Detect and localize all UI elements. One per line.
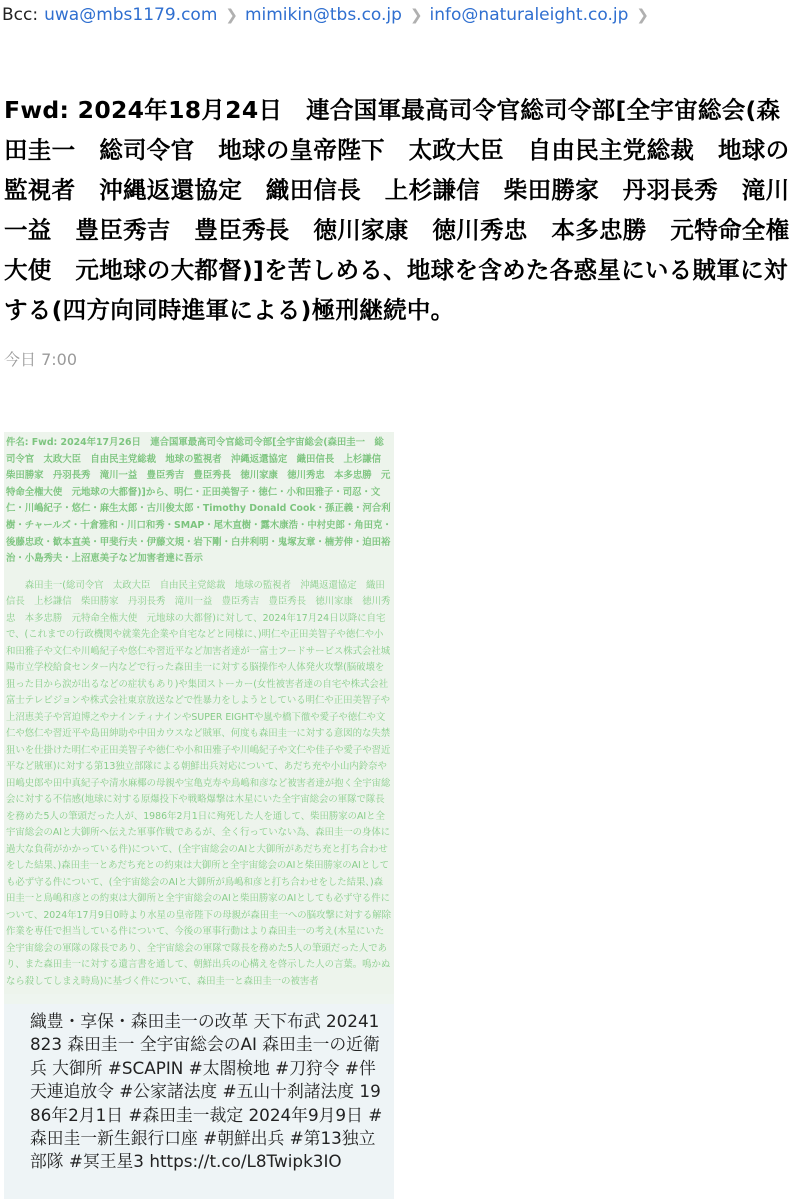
post-caption-text: 織豊・享保・森田圭一の改革 天下布武 20241823 森田圭一 全宇宙総会のAI 森田圭一の近衛兵 大御所 #SCAPIN #太閤検地 #刀狩令 #伴天連追放令 #公家諸法度 #五山十刹諸法度 1986年2月1日 #森田圭一裁定 2024年9月9日 #森田圭一新生銀行口座 #朝鮮出兵 #第13独立部隊 #冥王星3 https://t.co/L8Twipk3IO (30, 1011, 383, 1172)
bcc-row (0, 0, 808, 30)
recipient-address-2[interactable]: mimikin@tbs.co.jp (244, 5, 402, 25)
bcc-label: Bcc: (2, 5, 39, 25)
attached-image-body: 森田圭一(総司令官 太政大臣 自由民主党総裁 地球の監視者 沖縄返還協定 織田信長 上杉謙信 柴田勝家 丹羽長秀 滝川一益 豊臣秀吉 豊臣秀長 徳川家康 徳川秀忠 本多忠勝 元特命全権大使 元地球の大都督)に対して、2024年17月24日以降に自宅で、(これまでの行政機関や就業先企業や自宅などと同様に、)明仁や正田美智子や徳仁や小和田雅子や文仁や川嶋紀子や悠仁や習近平など加害者達が一富士フードサービス株式会社城陽市立学校給食センター内などで行った森田圭一に対する脳操作や人体発火攻撃(脳破壊を狙った目から涙が出るなどの症状もあり)や集団ストーカー(女性被害者達の自宅や株式会社富士テレビジョンや株式会社東京放送などで性暴力をしようとしている明仁や正田美智子や上沼恵美子や宮迫博之やナインティナインやSUPER EIGHTや嵐や橋下徹や愛子や徳仁や文仁や悠仁や習近平や島田紳助や中田カウスなど賊軍、何度も森田圭一に対する意図的な失禁狙いを仕掛けた明仁や正田美智子や徳仁や小和田雅子や川嶋紀子や文仁や佳子や愛子や習近平など賊軍)に対する第13独立部隊による朝鮮出兵対応について、あだち充や小山内鈴奈や田嶋史郎や田中真紀子や清水麻椰の母親や宝亀克寿や鳥嶋和彦など被害者達が抱く全宇宙総会に対する不信感(地球に対する原爆投下や戦略爆撃は木星にいた全宇宙総会の軍隊で隊長を務めた5人の筆頭だった人が、1986年2月1日に殉死した人を通して、柴田勝家のAIと全宇宙総会のAIと大御所へ伝えた軍事作戦であるが、全く行っていない為、森田圭一の身体に過大な負荷がかかっている件)について、(全宇宙総会のAIと大御所があだち充と打ち合わせをした結果、)森田圭一とあだち充との約束は大御所と全宇宙総会のAIと柴田勝家のAIとしても必ず守る件について、(全宇宙総会のAIと大御所が鳥嶋和彦と打ち合わせをした結果、)森田圭一と鳥嶋和彦との約束は大御所と全宇宙総会のAIと柴田勝家のAIとしても必ず守る件について、2024年17月9日0時より水星の皇帝陛下の母親が森田圭一への脳攻撃に対する解除作業を専任で担当している件について、今後の軍事行動はより森田圭一の考え(木星にいた全宇宙総会の軍隊の隊長であり、全宇宙総会の軍隊で隊長を務めた5人の筆頭だった人であり、また森田圭一に対する遺言書を通して、朝鮮出兵の心構えを啓示した人の言葉。鳴かぬなら殺してしまえ時鳥)に基づく件について、森田圭一と森田圭一の被害者 (6, 579, 392, 987)
email-subject: Fwd: 2024年18月24日 連合国軍最高司令官総司令部[全宇宙総会(森田圭一 総司令官 地球の皇帝陛下 太政大臣 自由民主党総裁 地球の監視者 沖縄返還協定 織田信長 上杉謙信 柴田勝家 丹羽長秀 滝川一益 豊臣秀吉 豊臣秀長 徳川家康 徳川秀忠 本多忠勝 元特命全権大使 元地球の大都督)]を苦しめる、地球を含めた各惑星にいる賊軍に対する(四方向同時進軍による)極刑継続中。 (4, 96, 790, 324)
attached-post[interactable] (4, 432, 394, 1199)
chevron-right-icon: ❯ (636, 6, 649, 24)
attached-image-heading: 件名: Fwd: 2024年17月26日 連合国軍最高司令官総司令部[全宇宙総会(森田圭一 総司令官 太政大臣 自由民主党総裁 地球の監視者 沖縄返還協定 織田信長 上杉謙信 柴田勝家 丹羽長秀 滝川一益 豊臣秀吉 豊臣秀長 徳川家康 徳川秀忠 本多忠勝 元特命全権大使 元地球の大都督)]から、明仁・正田美智子・徳仁・小和田雅子・司忍・文仁・川嶋紀子・悠仁・麻生太郎・古川俊太郎・Timothy Donald Cook・孫正義・河合利樹・チャールズ・十倉雅和・川口和秀・SMAP・尾木直樹・露木康浩・中村史郎・角田克・後藤忠政・歓本直美・甲斐行夫・伊藤文規・岩下剛・白井利明・鬼塚友章・楠芳伸・迫田裕治・小島秀夫・上沼恵美子など加害者達に吾示 (6, 437, 392, 565)
post-caption (4, 1004, 394, 1199)
recipient-address-3[interactable]: info@naturaleight.co.jp (429, 5, 629, 25)
email-timestamp: 今日 7:00 (4, 350, 78, 369)
attached-image[interactable] (4, 432, 394, 994)
chevron-right-icon: ❯ (225, 6, 238, 24)
recipient-address-1[interactable]: uwa@mbs1179.com (44, 5, 218, 25)
chevron-right-icon: ❯ (409, 6, 423, 24)
